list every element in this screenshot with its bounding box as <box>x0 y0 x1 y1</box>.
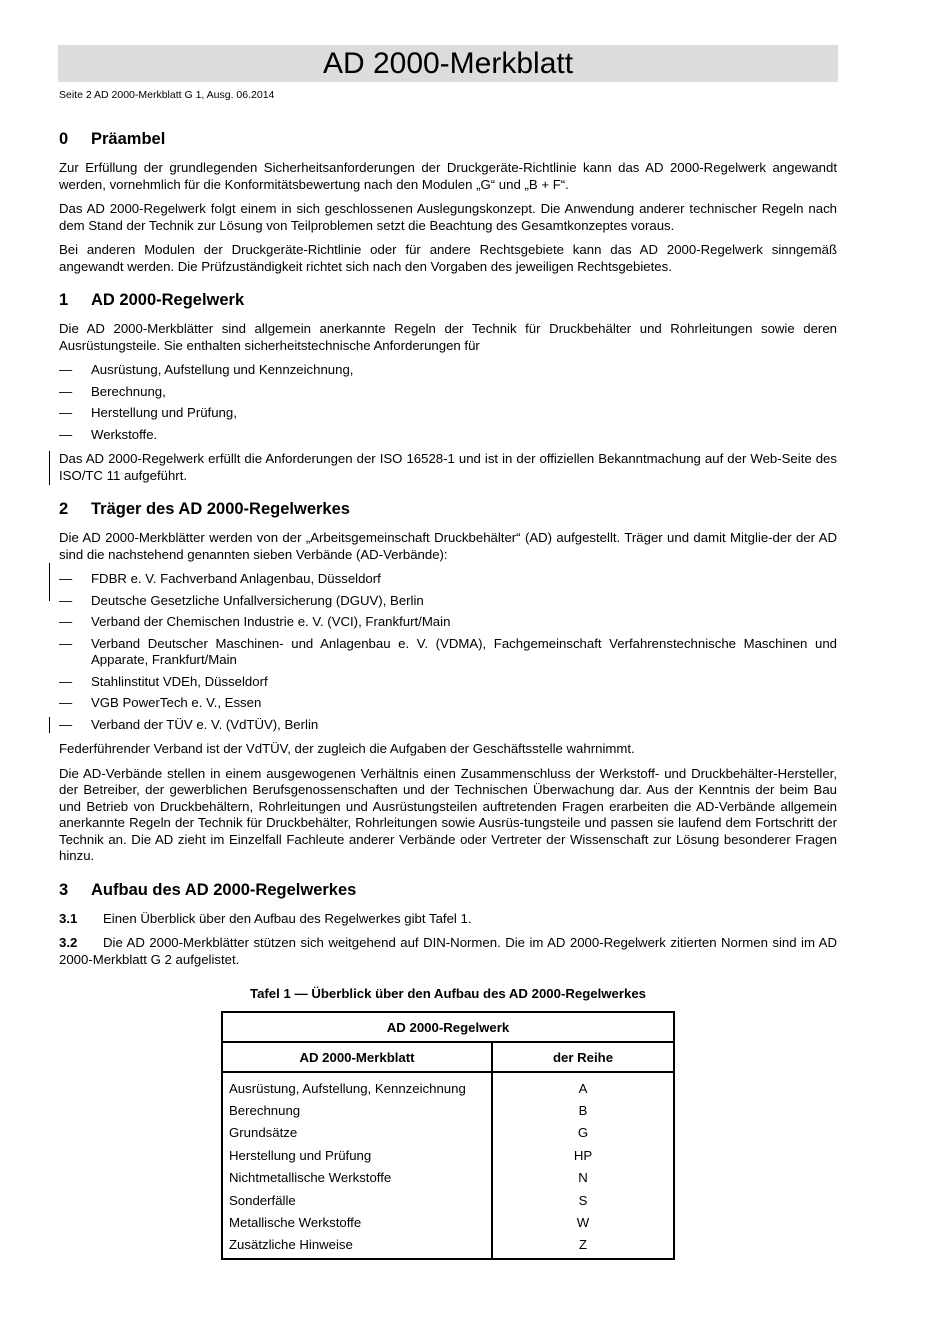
paragraph: Bei anderen Modulen der Druckgeräte-Richtlinie oder für andere Rechtsgebiete kann das AD 2000-Regelwerk sinngemäß angewandt werden. Die Prüfzuständigkeit richtet sich nach den Vorgaben des jeweiligen Rechtsgebietes. <box>59 242 837 274</box>
list-item: — VGB PowerTech e. V., Essen <box>59 695 262 710</box>
section-number: 2 <box>59 500 69 518</box>
associations-list <box>59 571 837 733</box>
paragraph: Das AD 2000-Regelwerk folgt einem in sich geschlossenen Auslegungskonzept. Die Anwendung anderer technischer Regeln nach dem Stand der Technik zur Lösung von Teilproblemen setzt die Beachtung des Gesamtkonzeptes voraus. <box>59 201 837 233</box>
subsection-3-1: 3.1 Einen Überblick über den Aufbau des Regelwerkes gibt Tafel 1. <box>59 910 472 926</box>
list-item: — Deutsche Gesetzliche Unfallversicherung (DGUV), Berlin <box>59 592 424 608</box>
section-title: Präambel <box>91 130 166 148</box>
column-header: AD 2000-Merkblatt <box>222 1042 492 1072</box>
table-row: Ausrüstung, Aufstellung, Kennzeichnung A <box>222 1072 674 1099</box>
section-3-heading <box>59 879 837 901</box>
paragraph: Die AD-Verbände stellen in einem ausgewogenen Verhältnis einen Zusammenschluss der Werkstoff- und Druckbehälter-Hersteller, der Betreiber, der gewerblichen Berufsgenossenschaften und der Technischen Überwachung dar. Aus der Kenntnis der beim Bau und Betrieb von Druckbehältern, Rohrleitungen und Ausrüstungsteilen auftretenden Fragen erarbeiten die AD-Verbände allgemein anerkannte Regeln der Technik für Druckbehälter, Rohrleitungen sowie Ausrüs-tungsteile und passen sie laufend dem Fortschritt der Technik an. Die AD zieht im Einzelfall Fachleute anderer Verbände oder Vertreter der Wissenschaft zur Lösung besonderer Fragen hinzu. <box>59 765 837 863</box>
table-row: Zusätzliche Hinweise Z <box>222 1234 674 1259</box>
section-number: 3 <box>59 880 69 899</box>
document-body <box>59 128 837 1260</box>
list-item: — Werkstoffe. <box>59 426 158 442</box>
section-2 <box>59 498 837 865</box>
section-number: 1 <box>59 291 69 309</box>
paragraph: Zur Erfüllung der grundlegenden Sicherheitsanforderungen der Druckgeräte-Richtlinie kann das AD 2000-Regelwerk angewandt werden, vornehmlich für die Konformitätsbewertung nach den Modulen „G“ und „B + F“. <box>59 160 837 192</box>
column-header: der Reihe <box>492 1042 674 1072</box>
paragraph: Die AD 2000-Merkblätter sind allgemein anerkannte Regeln der Technik für Druckbehälter und Rohrleitungen sowie deren Ausrüstungsteile. Sie enthalten sicherheitstechnische Anforderungen für <box>59 321 837 353</box>
table-row: Metallische Werkstoffe W <box>222 1211 674 1233</box>
change-bar <box>49 717 50 733</box>
section-1 <box>59 289 837 484</box>
list-item: — Verband Deutscher Maschinen- und Anlagenbau e. V. (VDMA), Fachgemeinschaft Verfahrenstechnische Maschinen und Apparate, Frankfurt/Main <box>59 635 837 667</box>
table-header-top: AD 2000-Regelwerk <box>222 1012 674 1042</box>
section-0-heading <box>59 128 837 150</box>
change-bar <box>49 563 50 601</box>
paragraph: Federführender Verband ist der VdTÜV, der zugleich die Aufgaben der Geschäftsstelle wahrnimmt. <box>59 741 635 756</box>
section-number: 0 <box>59 130 69 148</box>
section-title: Träger des AD 2000-Regelwerkes <box>91 500 350 518</box>
section-title: AD 2000-Regelwerk <box>91 291 245 309</box>
table-row: Herstellung und Prüfung HP <box>222 1144 674 1166</box>
section-3 <box>59 879 837 1261</box>
change-bar <box>49 451 50 485</box>
requirements-list <box>59 362 837 443</box>
subsection-3-2: 3.2 Die AD 2000-Merkblätter stützen sich weitgehend auf DIN-Normen. Die im AD 2000-Regelwerk zitierten Normen sind im AD 2000-Merkblatt G 2 aufgelistet. <box>59 935 837 967</box>
section-1-heading <box>59 289 837 311</box>
paragraph: Die AD 2000-Merkblätter werden von der „Arbeitsgemeinschaft Druckbehälter“ (AD) aufgestellt. Träger und damit Mitglie-der der AD sind die nachstehend genannten sieben Verbände (AD-Verbände): <box>59 530 837 562</box>
table-row: Nichtmetallische Werkstoffe N <box>222 1167 674 1189</box>
list-item: — Verband der Chemischen Industrie e. V. (VCI), Frankfurt/Main <box>59 614 451 629</box>
list-item: — Berechnung, <box>59 383 166 399</box>
structure-table <box>221 1011 675 1260</box>
section-2-heading <box>59 498 837 520</box>
section-title: Aufbau des AD 2000-Regelwerkes <box>91 880 357 899</box>
changed-paragraph <box>59 451 837 484</box>
table-row: Sonderfälle S <box>222 1189 674 1211</box>
section-0 <box>59 128 837 275</box>
list-item: — Herstellung und Prüfung, <box>59 405 237 420</box>
table-row: Berechnung B <box>222 1099 674 1121</box>
list-item: — Stahlinstitut VDEh, Düsseldorf <box>59 673 268 689</box>
paragraph: Das AD 2000-Regelwerk erfüllt die Anforderungen der ISO 16528-1 und ist in der offiziellen Bekanntmachung auf der Web-Seite des ISO/TC 11 aufgeführt. <box>59 451 837 483</box>
table-caption: Tafel 1 — Überblick über den Aufbau des AD 2000-Regelwerkes <box>250 986 646 1001</box>
table-row: Grundsätze G <box>222 1122 674 1144</box>
list-item: — FDBR e. V. Fachverband Anlagenbau, Düsseldorf <box>59 571 381 586</box>
list-item: — Ausrüstung, Aufstellung und Kennzeichnung, <box>59 362 354 377</box>
list-item: — Verband der TÜV e. V. (VdTÜV), Berlin <box>59 717 837 734</box>
document-title: AD 2000-Merkblatt <box>58 45 838 82</box>
page-info: Seite 2 AD 2000-Merkblatt G 1, Ausg. 06.2014 <box>59 89 275 101</box>
